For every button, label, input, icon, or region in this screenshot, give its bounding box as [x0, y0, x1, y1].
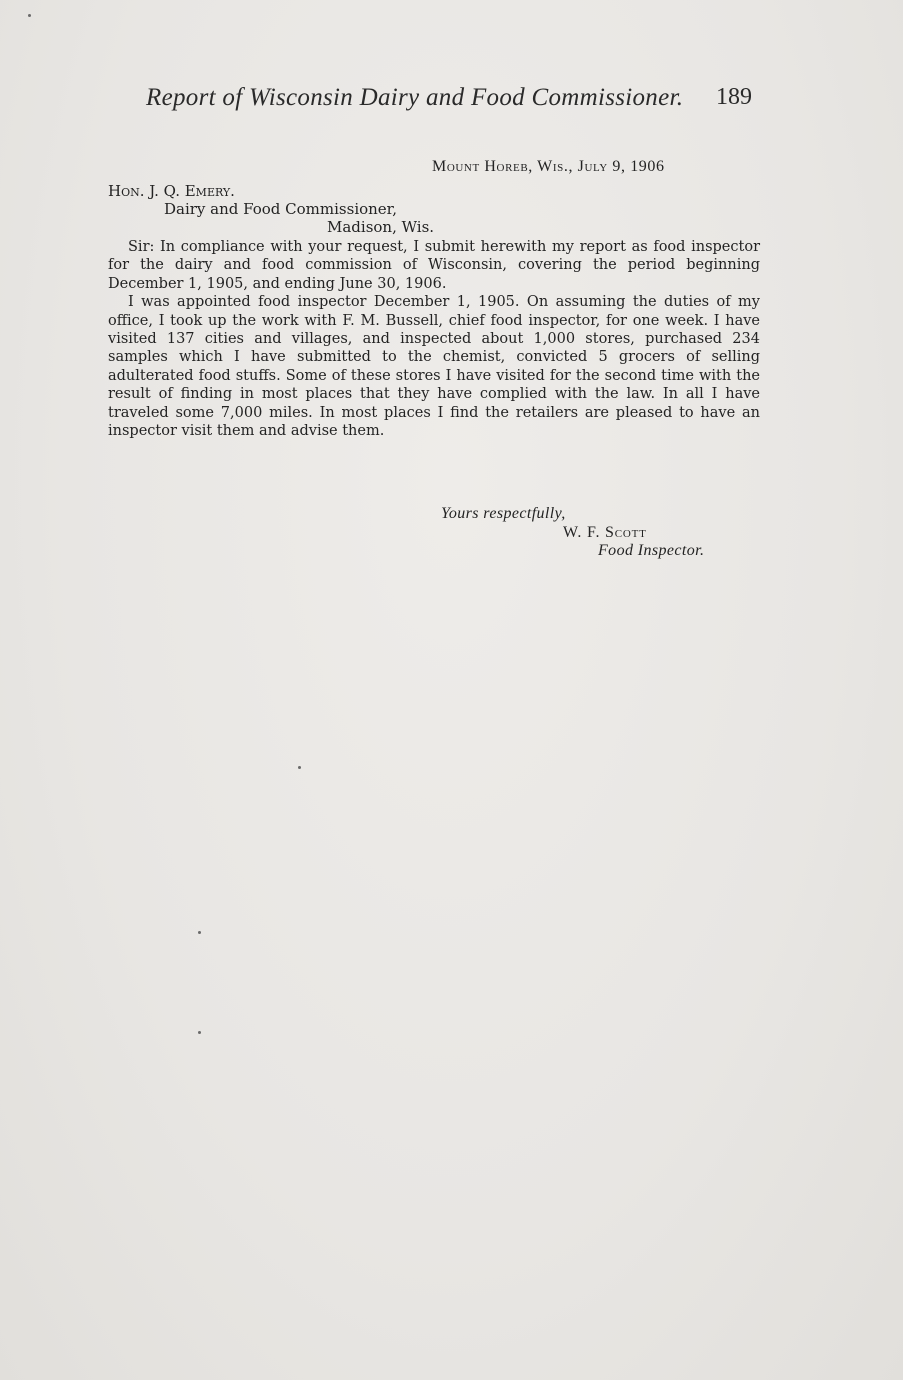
addressee-title: Dairy and Food Commissioner, [164, 200, 397, 218]
paper-speck [198, 1031, 201, 1034]
letter-signature: W. F. Scott [563, 524, 647, 541]
letter-addressee [108, 182, 434, 236]
paper-speck [298, 766, 301, 769]
letter-paragraph: I was appointed food inspector December 1, 1905. On assuming the duties of my office, I took up the work with F. M. Bussell, chief food inspector, for one week. I have visited 137 cities and villages, and inspected about 1,000 stores, purchased 234 samples which I have submitted to the chemist, convicted 5 grocers of selling adulterated food stuffs. Some of these stores I have visited for the second time with the result of finding in most places that they have complied with the law. In all I have traveled some 7,000 miles. In most places I find the retailers are pleased to have an inspector visit them and advise them. [108, 294, 760, 440]
page-number: 189 [716, 84, 752, 110]
running-head: Report of Wisconsin Dairy and Food Commissioner. [146, 84, 684, 111]
letter-paragraph: Sir: In compliance with your request, I submit herewith my report as food inspector for the dairy and food commission of Wisconsin, covering the period beginning December 1, 1905, and ending June 30, 1906. [108, 239, 760, 292]
letter-closing: Yours respectfully, [441, 505, 566, 522]
addressee-name: Hon. J. Q. Emery. [108, 182, 235, 200]
letter-place-date: Mount Horeb, Wis., July 9, 1906 [432, 158, 665, 175]
paper-speck [198, 931, 201, 934]
letter-body [108, 238, 760, 440]
letter-signature-title: Food Inspector. [598, 542, 705, 559]
paper-speck [28, 14, 31, 17]
addressee-city: Madison, Wis. [327, 218, 435, 236]
